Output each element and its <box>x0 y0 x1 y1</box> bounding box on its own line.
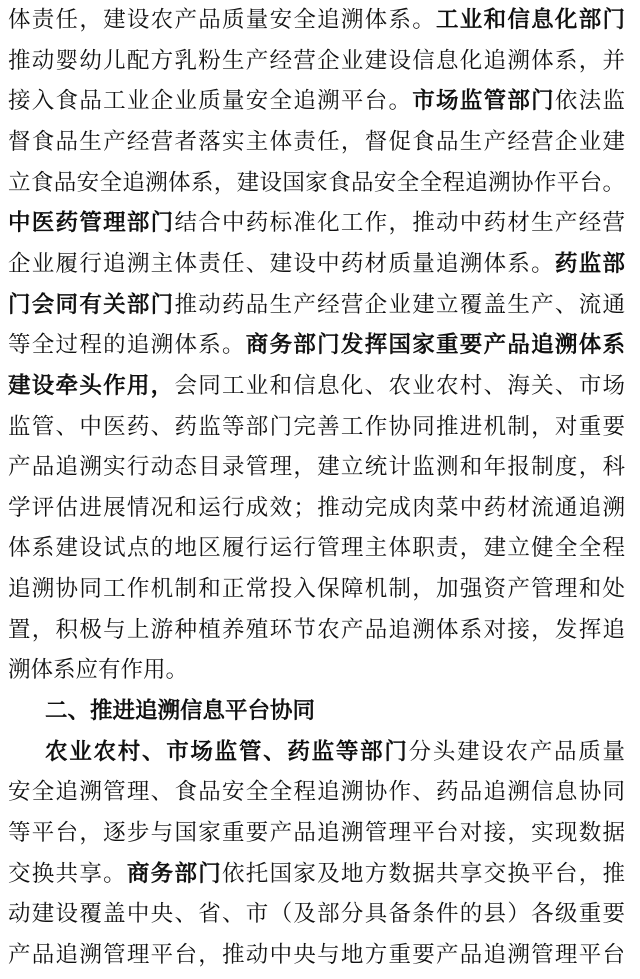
text-line <box>8 452 625 482</box>
body-text: 追溯协同工作机制和正常投入保障机制，加强资产管理和处 <box>8 576 625 603</box>
body-text: 置，积极与上游种植养殖环节农产品追溯体系对接，发挥追 <box>8 616 625 643</box>
body-text: 学评估进展情况和运行成效；推动完成肉菜中药材流通追溯 <box>8 494 625 521</box>
body-text: 立食品安全追溯体系，建设国家食品安全全程追溯协作平台。 <box>8 169 625 196</box>
text-line <box>8 412 625 442</box>
body-text: 溯体系应有作用。 <box>8 657 189 684</box>
bold-text: 工业和信息化部门 <box>436 7 625 33</box>
body-text: 安全追溯管理、食品安全全程追溯协作、药品追溯信息协同 <box>8 779 625 806</box>
bold-text: 建设牵头作用， <box>8 372 175 399</box>
text-line <box>8 330 625 360</box>
bold-text: 商务部门 <box>126 860 223 887</box>
body-text: 产品追溯管理平台，推动中央与地方重要产品追溯管理平台 <box>8 941 625 968</box>
body-text: 依托国家及地方数据共享交换平台，推 <box>222 860 625 887</box>
body-text: 结合中药标准化工作，推动中药材生产经营 <box>174 210 625 237</box>
bold-text: 二、推进追溯信息平台协同 <box>45 698 316 725</box>
text-line <box>8 940 625 970</box>
bold-text: 商务部门发挥国家重要产品追溯体系 <box>245 332 625 359</box>
body-text: 体责任，建设农产品质量安全追溯体系。 <box>8 7 437 33</box>
bold-text: 市场监管部门 <box>412 88 555 115</box>
text-line <box>8 371 625 401</box>
body-text: 推动药品生产经营企业建立覆盖生产、流通 <box>174 291 625 318</box>
body-text: 体系建设试点的地区履行运行管理主体职责，建立健全全程 <box>8 535 625 562</box>
text-line <box>8 5 625 35</box>
bold-text: 中医药管理部门 <box>8 210 175 237</box>
text-line <box>8 208 625 238</box>
text-line <box>8 574 625 604</box>
text-line <box>8 493 625 523</box>
body-text: 动建设覆盖中央、省、市（及部分具备条件的县）各级重要 <box>8 901 625 928</box>
text-line <box>8 818 625 848</box>
text-line <box>8 46 625 76</box>
bold-text: 药监部 <box>554 250 625 277</box>
text-line <box>8 290 625 320</box>
bold-text: 农业农村、市场监管、药监等部门 <box>45 738 409 765</box>
section-heading <box>45 696 625 726</box>
text-line <box>8 249 625 279</box>
text-line <box>8 86 625 116</box>
text-line <box>8 859 625 889</box>
text-line <box>8 615 625 645</box>
text-line <box>8 899 625 929</box>
body-text: 产品追溯实行动态目录管理，建立统计监测和年报制度，科 <box>8 454 625 481</box>
body-text: 分头建设农产品质量 <box>408 738 625 765</box>
text-line <box>8 168 625 198</box>
bold-text: 门会同有关部门 <box>8 291 175 318</box>
body-text: 监管、中医药、药监等部门完善工作协同推进机制，对重要 <box>8 413 625 440</box>
text-line <box>8 777 625 807</box>
text-line <box>8 655 625 685</box>
text-line <box>8 127 625 157</box>
body-text: 督食品生产经营者落实主体责任，督促食品生产经营企业建 <box>8 128 625 155</box>
body-text: 交换共享。 <box>8 860 127 887</box>
body-text: 企业履行追溯主体责任、建设中药材质量追溯体系。 <box>8 250 555 277</box>
text-line <box>45 737 625 767</box>
body-text: 等平台，逐步与国家重要产品追溯管理平台对接，实现数据 <box>8 820 625 846</box>
body-text: 会同工业和信息化、农业农村、海关、市场 <box>174 372 625 399</box>
text-line <box>8 533 625 563</box>
body-text: 接入食品工业企业质量安全追溯平台。 <box>8 88 413 115</box>
body-text: 等全过程的追溯体系。 <box>8 332 246 359</box>
body-text: 推动婴幼儿配方乳粉生产经营企业建设信息化追溯体系，并 <box>8 47 625 74</box>
body-text: 依法监 <box>554 88 625 115</box>
